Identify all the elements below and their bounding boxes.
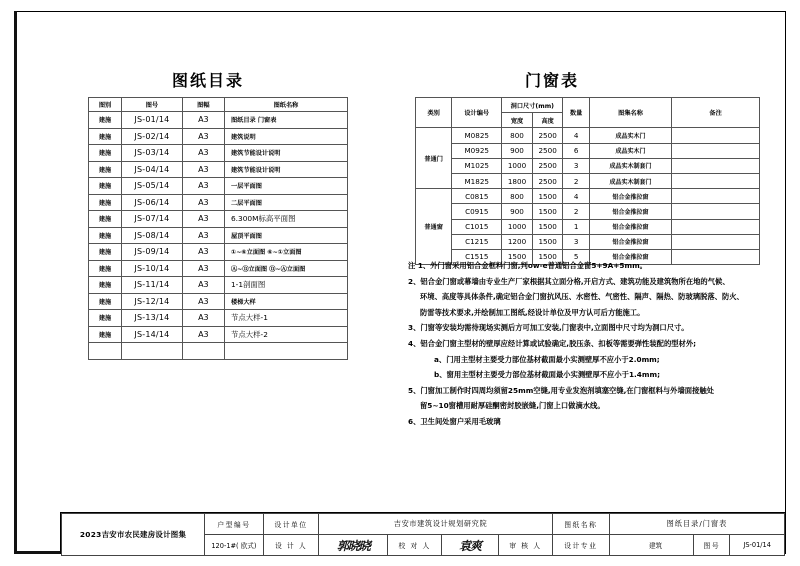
catalog-row (89, 145, 348, 162)
dw-cell-category: 普通窗 (416, 189, 452, 265)
dw-cell-category: 普通门 (416, 128, 452, 189)
catalog-row (89, 128, 348, 145)
catalog-cell-name: 节点大样-1 (224, 310, 347, 327)
catalog-cell-size: A3 (182, 211, 224, 228)
dw-cell-width: 900 (502, 204, 533, 219)
catalog-cell-category: 建施 (89, 293, 122, 310)
catalog-cell-number: JS-06/14 (122, 194, 183, 211)
dw-cell-atlas: 成品实木制套门 (589, 158, 671, 173)
door-window-table-wrap (415, 97, 760, 265)
catalog-row (89, 211, 348, 228)
dw-cell-atlas: 铝合金推拉窗 (589, 204, 671, 219)
note-line: 5、门窗加工制作时四周均须留25mm空缝,用专业发泡剂填塞空缝,在门窗框料与外墙面接触处 (408, 385, 714, 395)
catalog-cell-size: A3 (182, 326, 224, 343)
catalog-cell-size: A3 (182, 161, 224, 178)
catalog-cell-number: JS-12/14 (122, 293, 183, 310)
catalog-row (89, 244, 348, 261)
catalog-cell-size: A3 (182, 194, 224, 211)
dw-cell-height: 2500 (532, 173, 563, 188)
dw-cell-width: 900 (502, 143, 533, 158)
catalog-cell-name: ①~⑥立面图 ⑥~①立面图 (224, 244, 347, 261)
catalog-cell-number: JS-03/14 (122, 145, 183, 162)
catalog-cell-number: JS-14/14 (122, 326, 183, 343)
catalog-cell-name: 1-1剖面图 (224, 277, 347, 294)
dw-cell-qty: 2 (563, 204, 589, 219)
dw-header-remark: 备注 (672, 98, 760, 128)
catalog-row (89, 194, 348, 211)
dw-cell-qty: 4 (563, 128, 589, 143)
catalog-cell-category: 建施 (89, 112, 122, 129)
dw-cell-qty: 3 (563, 158, 589, 173)
catalog-cell-category: 建施 (89, 128, 122, 145)
dw-cell-code: M1025 (452, 158, 502, 173)
note-line: 注 1、外门窗采用铝合金框料门窗,判ow-e普通铝合金窗5+9A+5mm。 (408, 261, 647, 270)
tb-house-type-label: 户型编号 (205, 514, 264, 535)
dw-cell-qty: 4 (563, 189, 589, 204)
catalog-cell-category: 建施 (89, 178, 122, 195)
dw-cell-code: M1825 (452, 173, 502, 188)
dw-cell-height: 2500 (532, 158, 563, 173)
dw-cell-code: C0915 (452, 204, 502, 219)
dw-cell-atlas: 铝合金推拉窗 (589, 219, 671, 234)
tb-specialty-value: 建筑 (609, 535, 694, 556)
dw-cell-height: 2500 (532, 128, 563, 143)
catalog-cell-size: A3 (182, 310, 224, 327)
tb-sheet-name-label: 图纸名称 (552, 514, 609, 535)
catalog-cell-category: 建施 (89, 277, 122, 294)
catalog-cell-number: JS-08/14 (122, 227, 183, 244)
dw-header-code: 设计编号 (452, 98, 502, 128)
catalog-header-row (89, 98, 348, 112)
catalog-header-name: 图纸名称 (224, 98, 347, 112)
catalog-cell-category: 建施 (89, 227, 122, 244)
dw-header-atlas: 图集名称 (589, 98, 671, 128)
dw-cell-remark (672, 143, 760, 158)
catalog-row-empty (89, 343, 348, 360)
catalog-table-header (89, 98, 348, 112)
catalog-cell-name: 6.300M标高平面图 (224, 211, 347, 228)
catalog-cell-empty (89, 343, 122, 360)
door-window-header (416, 98, 760, 128)
drawing-catalog-table-wrap (88, 97, 348, 360)
tb-designer-label: 设 计 人 (263, 535, 318, 556)
door-window-row (416, 173, 760, 188)
door-window-row (416, 219, 760, 234)
dw-cell-qty: 3 (563, 234, 589, 249)
general-notes-block (408, 258, 768, 430)
catalog-cell-category: 建施 (89, 145, 122, 162)
tb-dwg-no-label: 图号 (694, 535, 730, 556)
note-line: 防雷等技术要求,并绘制加工图纸,经设计单位及甲方认可后方能施工。 (420, 307, 645, 317)
catalog-cell-size: A3 (182, 178, 224, 195)
note-line: a、门用主型材主要受力部位基材截面最小实测壁厚不应小于2.0mm; (434, 354, 660, 364)
catalog-cell-category: 建施 (89, 161, 122, 178)
dw-cell-height: 1500 (532, 219, 563, 234)
door-window-header-row-1 (416, 98, 760, 113)
dw-cell-qty: 5 (563, 249, 589, 264)
catalog-cell-name: 一层平面图 (224, 178, 347, 195)
catalog-cell-name: 楼梯大样 (224, 293, 347, 310)
catalog-cell-size: A3 (182, 277, 224, 294)
catalog-row (89, 260, 348, 277)
title-block (60, 512, 786, 554)
catalog-cell-size: A3 (182, 112, 224, 129)
dw-cell-qty: 2 (563, 173, 589, 188)
catalog-table-body (89, 112, 348, 360)
catalog-cell-number: JS-07/14 (122, 211, 183, 228)
catalog-cell-number: JS-05/14 (122, 178, 183, 195)
dw-cell-remark (672, 173, 760, 188)
note-line: 2、铝合金门窗或幕墙由专业生产厂家根据其立面分格,开启方式、建筑功能及建筑物所在地的气候、 (408, 276, 730, 286)
dw-cell-remark (672, 219, 760, 234)
dw-cell-atlas: 成品实木门 (589, 143, 671, 158)
catalog-cell-number: JS-09/14 (122, 244, 183, 261)
door-window-row (416, 189, 760, 204)
dw-cell-width: 1500 (502, 249, 533, 264)
dw-cell-width: 1200 (502, 234, 533, 249)
dw-cell-height: 1500 (532, 249, 563, 264)
catalog-cell-name: 图纸目录 门窗表 (224, 112, 347, 129)
catalog-cell-size: A3 (182, 227, 224, 244)
drawing-catalog-table (88, 97, 348, 360)
tb-specialty-label: 设计专业 (552, 535, 609, 556)
catalog-cell-name: 建筑节能设计说明 (224, 145, 347, 162)
tb-dwg-no-value: JS-01/14 (730, 535, 785, 556)
catalog-cell-category: 建施 (89, 310, 122, 327)
catalog-row (89, 326, 348, 343)
dw-cell-qty: 1 (563, 219, 589, 234)
catalog-header-size: 图幅 (182, 98, 224, 112)
dw-header-width: 宽度 (502, 113, 533, 128)
catalog-cell-name: 屋顶平面图 (224, 227, 347, 244)
door-window-row (416, 143, 760, 158)
door-window-row (416, 204, 760, 219)
dw-cell-atlas: 铝合金推拉窗 (589, 189, 671, 204)
door-window-row (416, 234, 760, 249)
catalog-cell-size: A3 (182, 128, 224, 145)
door-window-schedule-title: 门窗表 (525, 71, 580, 90)
catalog-row (89, 277, 348, 294)
note-line: 6、卫生间处窗户采用毛玻璃 (408, 416, 501, 426)
dw-cell-atlas: 成品实木制套门 (589, 173, 671, 188)
dw-cell-qty: 6 (563, 143, 589, 158)
dw-cell-code: M0825 (452, 128, 502, 143)
catalog-cell-size: A3 (182, 145, 224, 162)
tb-reviewer-label: 审 核 人 (499, 535, 553, 556)
tb-checker-label: 校 对 人 (388, 535, 442, 556)
catalog-cell-number: JS-04/14 (122, 161, 183, 178)
catalog-cell-number: JS-13/14 (122, 310, 183, 327)
dw-cell-height: 1500 (532, 189, 563, 204)
catalog-cell-name: 节点大样-2 (224, 326, 347, 343)
dw-cell-atlas: 铝合金推拉窗 (589, 249, 671, 264)
dw-cell-height: 2500 (532, 143, 563, 158)
dw-cell-atlas: 铝合金推拉窗 (589, 234, 671, 249)
catalog-row (89, 178, 348, 195)
tb-design-unit-label: 设计单位 (263, 514, 318, 535)
catalog-cell-number: JS-10/14 (122, 260, 183, 277)
note-line: 4、铝合金门窗主型材的壁厚应经计算或试验确定,胶压条、扣板等需要弹性装配的型材外; (408, 338, 697, 348)
tb-sheet-name-value: 图纸目录/门窗表 (609, 514, 784, 535)
dw-cell-width: 800 (502, 189, 533, 204)
catalog-cell-category: 建施 (89, 244, 122, 261)
catalog-header-category: 图别 (89, 98, 122, 112)
catalog-cell-category: 建施 (89, 194, 122, 211)
catalog-row (89, 227, 348, 244)
catalog-cell-number: JS-02/14 (122, 128, 183, 145)
dw-cell-remark (672, 234, 760, 249)
dw-header-category: 类别 (416, 98, 452, 128)
catalog-cell-empty (122, 343, 183, 360)
catalog-cell-name: Ⓐ~Ⓓ立面图 Ⓓ~Ⓐ立面图 (224, 260, 347, 277)
dw-cell-code: C1215 (452, 234, 502, 249)
dw-cell-code: C0815 (452, 189, 502, 204)
dw-header-quantity: 数量 (563, 98, 589, 128)
tb-designer-signature: 郭晓晓 (319, 535, 388, 556)
catalog-cell-category: 建施 (89, 326, 122, 343)
dw-cell-code: M0925 (452, 143, 502, 158)
title-block-table (61, 513, 785, 556)
sheet-border-left-heavy (14, 11, 17, 554)
door-window-table-body (416, 128, 760, 265)
catalog-row (89, 161, 348, 178)
catalog-row (89, 112, 348, 129)
title-block-row-top (62, 514, 785, 535)
dw-cell-remark (672, 158, 760, 173)
dw-cell-code: C1015 (452, 219, 502, 234)
catalog-header-number: 图号 (122, 98, 183, 112)
dw-cell-width: 1000 (502, 219, 533, 234)
dw-cell-height: 1500 (532, 234, 563, 249)
catalog-cell-size: A3 (182, 293, 224, 310)
catalog-cell-size: A3 (182, 260, 224, 277)
dw-cell-height: 1500 (532, 204, 563, 219)
catalog-row (89, 293, 348, 310)
dw-cell-width: 1800 (502, 173, 533, 188)
dw-header-height: 高度 (532, 113, 563, 128)
dw-cell-width: 800 (502, 128, 533, 143)
door-window-row (416, 158, 760, 173)
dw-cell-remark (672, 204, 760, 219)
catalog-cell-size: A3 (182, 244, 224, 261)
dw-cell-atlas: 成品实木门 (589, 128, 671, 143)
dw-cell-remark (672, 189, 760, 204)
catalog-cell-name: 建筑说明 (224, 128, 347, 145)
dw-cell-code: C1515 (452, 249, 502, 264)
catalog-cell-empty (224, 343, 347, 360)
tb-checker-signature: 袁爽 (441, 535, 498, 556)
note-line: 环境、高度等具体条件,确定铝合金门窗抗风压、水密性、气密性、隔声、隔热、防玻璃脱落、防火、 (420, 292, 744, 302)
catalog-row (89, 310, 348, 327)
catalog-cell-category: 建施 (89, 211, 122, 228)
tb-house-type-value: 120-1#( 欧式) (205, 535, 264, 556)
catalog-cell-empty (182, 343, 224, 360)
dw-cell-width: 1000 (502, 158, 533, 173)
door-window-table (415, 97, 760, 265)
catalog-cell-number: JS-11/14 (122, 277, 183, 294)
catalog-cell-name: 建筑节能设计说明 (224, 161, 347, 178)
drawing-catalog-title: 图纸目录 (172, 71, 245, 90)
tb-institute-name: 吉安市建筑设计规划研究院 (319, 514, 552, 535)
dw-cell-remark (672, 128, 760, 143)
tb-book-name: 2023吉安市农民建房设计图集 (62, 514, 205, 556)
note-line: b、窗用主型材主要受力部位基材截面最小实测壁厚不应小于1.4mm; (434, 370, 660, 380)
catalog-cell-name: 二层平面图 (224, 194, 347, 211)
catalog-cell-number: JS-01/14 (122, 112, 183, 129)
dw-header-opening-size: 洞口尺寸(mm) (502, 98, 563, 113)
catalog-cell-category: 建施 (89, 260, 122, 277)
note-line: 留5~10窗槽用耐厚硅酮密封胶嵌缝,门窗上口做滴水线。 (420, 401, 605, 411)
note-line: 3、门窗等安装均需待现场实测后方可加工安装,门窗表中,立面图中尺寸均为洞口尺寸。 (408, 323, 689, 333)
door-window-row (416, 128, 760, 143)
